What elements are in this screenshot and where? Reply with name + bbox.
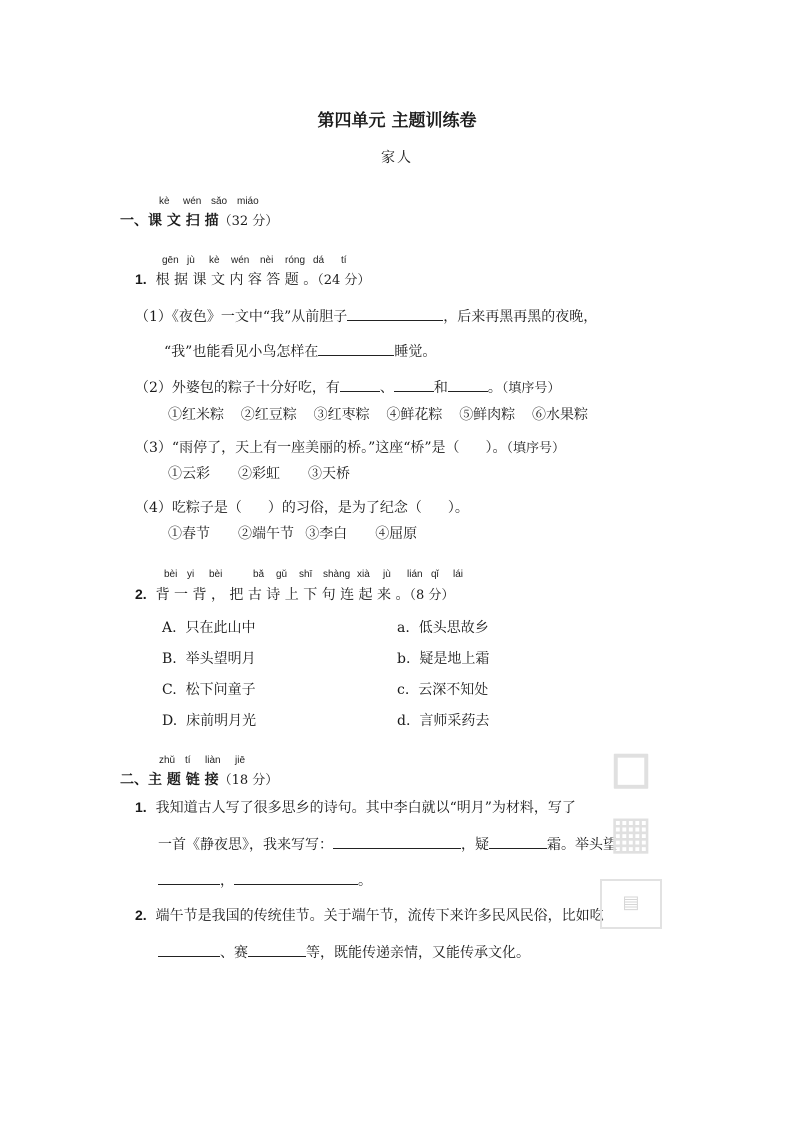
s2-q2-line2: 、赛 等，既能传递亲情，又能传承文化。 bbox=[158, 942, 530, 962]
section1-heading: 一、课 文 扫 描（32 分） bbox=[120, 213, 279, 229]
q1-p3-options bbox=[168, 463, 350, 483]
watermark-seal-icon: ☐ ▦ ▤ bbox=[598, 742, 664, 929]
option[interactable]: ②端午节 bbox=[238, 526, 294, 542]
match-left-d[interactable]: D. 床前明月光 bbox=[162, 713, 257, 729]
option[interactable]: ②彩虹 bbox=[238, 466, 280, 482]
q1-heading: 1. 根 据 课 文 内 容 答 题 。（24 分） bbox=[135, 271, 371, 288]
option[interactable]: ③红枣粽 bbox=[313, 407, 370, 423]
q1-p1-line1: （1）《夜色》一文中“我”从前胆子 ，后来再黑再黑的夜晚， bbox=[135, 306, 597, 326]
match-left-b[interactable]: B. 举头望明月 bbox=[162, 651, 256, 667]
q2-heading: 2. 背 一 背 ， 把 古 诗 上 下 句 连 起 来 。（8 分） bbox=[135, 586, 455, 603]
answer-blank[interactable] bbox=[158, 942, 220, 957]
answer-blank[interactable] bbox=[448, 377, 488, 392]
section2-heading: 二、主 题 链 接（18 分） bbox=[120, 772, 279, 788]
option[interactable]: ①春节 bbox=[168, 526, 210, 542]
section1-pinyin: kè wén sǎo miáo bbox=[159, 196, 259, 207]
option[interactable]: ③李白 bbox=[305, 526, 348, 542]
match-right-d[interactable]: d. 言师采药去 bbox=[397, 713, 490, 729]
answer-blank[interactable] bbox=[318, 341, 394, 356]
option[interactable]: ⑥水果粽 bbox=[531, 407, 588, 423]
answer-blank[interactable] bbox=[394, 377, 434, 392]
q1-pinyin: gēn jù kè wén nèi róng dá tí bbox=[162, 255, 347, 266]
match-right-b[interactable]: b. 疑是地上霜 bbox=[397, 651, 490, 667]
answer-blank[interactable] bbox=[248, 942, 306, 957]
option[interactable]: ①云彩 bbox=[168, 466, 210, 482]
q1-p2-options bbox=[168, 404, 588, 424]
option[interactable]: ④鲜花粽 bbox=[386, 407, 443, 423]
answer-blank[interactable] bbox=[158, 870, 220, 885]
q1-p4-options bbox=[168, 523, 417, 543]
answer-blank[interactable] bbox=[333, 834, 461, 849]
match-left-a[interactable]: A. 只在此山中 bbox=[162, 620, 256, 636]
answer-blank[interactable] bbox=[489, 834, 547, 849]
q1-p3-line: （3）“雨停了，天上有一座美丽的桥。”这座“桥”是（ ）。（填序号） bbox=[135, 440, 566, 456]
answer-blank[interactable] bbox=[340, 377, 380, 392]
q1-p4-line: （4）吃粽子是（ ）的习俗，是为了纪念（ ）。 bbox=[135, 500, 469, 516]
option[interactable]: ①红米粽 bbox=[168, 407, 224, 423]
option[interactable]: ②红豆粽 bbox=[240, 407, 297, 423]
s2-q1-line1: 1. 我知道古人写了很多思乡的诗句。其中李白就以“明月”为材料，写了 bbox=[135, 799, 576, 816]
q1-p2-line: （2）外婆包的粽子十分好吃，有 、 和 。（填序号） bbox=[135, 377, 560, 397]
section2-pinyin: zhǔ tí liàn jiē bbox=[159, 755, 246, 766]
match-right-a[interactable]: a. 低头思故乡 bbox=[397, 620, 489, 636]
s2-q1-line3: ， 。 bbox=[158, 870, 372, 890]
page-subtitle: 家人 bbox=[381, 150, 413, 166]
option[interactable]: ④屈原 bbox=[375, 526, 418, 542]
match-left-c[interactable]: C. 松下问童子 bbox=[162, 682, 256, 698]
s2-q2-line1: 2. 端午节是我国的传统佳节。关于端午节，流传下来许多民风民俗，比如吃 bbox=[135, 907, 604, 924]
match-right-c[interactable]: c. 云深不知处 bbox=[397, 682, 489, 698]
q2-pinyin: bèi yi bèi bǎ gǔ shī shàng xià jù lián qǐ lái bbox=[164, 569, 464, 580]
q1-p1-line2: “我”也能看见小鸟怎样在 睡觉。 bbox=[164, 341, 436, 361]
answer-blank[interactable] bbox=[234, 870, 358, 885]
answer-blank[interactable] bbox=[347, 306, 443, 321]
s2-q1-line2: 一首《静夜思》，我来写写： ，疑 霜。举头望 bbox=[158, 834, 617, 854]
option[interactable]: ⑤鲜肉粽 bbox=[459, 407, 516, 423]
option[interactable]: ③天桥 bbox=[308, 466, 350, 482]
page-title: 第四单元 主题训练卷 bbox=[317, 111, 477, 131]
